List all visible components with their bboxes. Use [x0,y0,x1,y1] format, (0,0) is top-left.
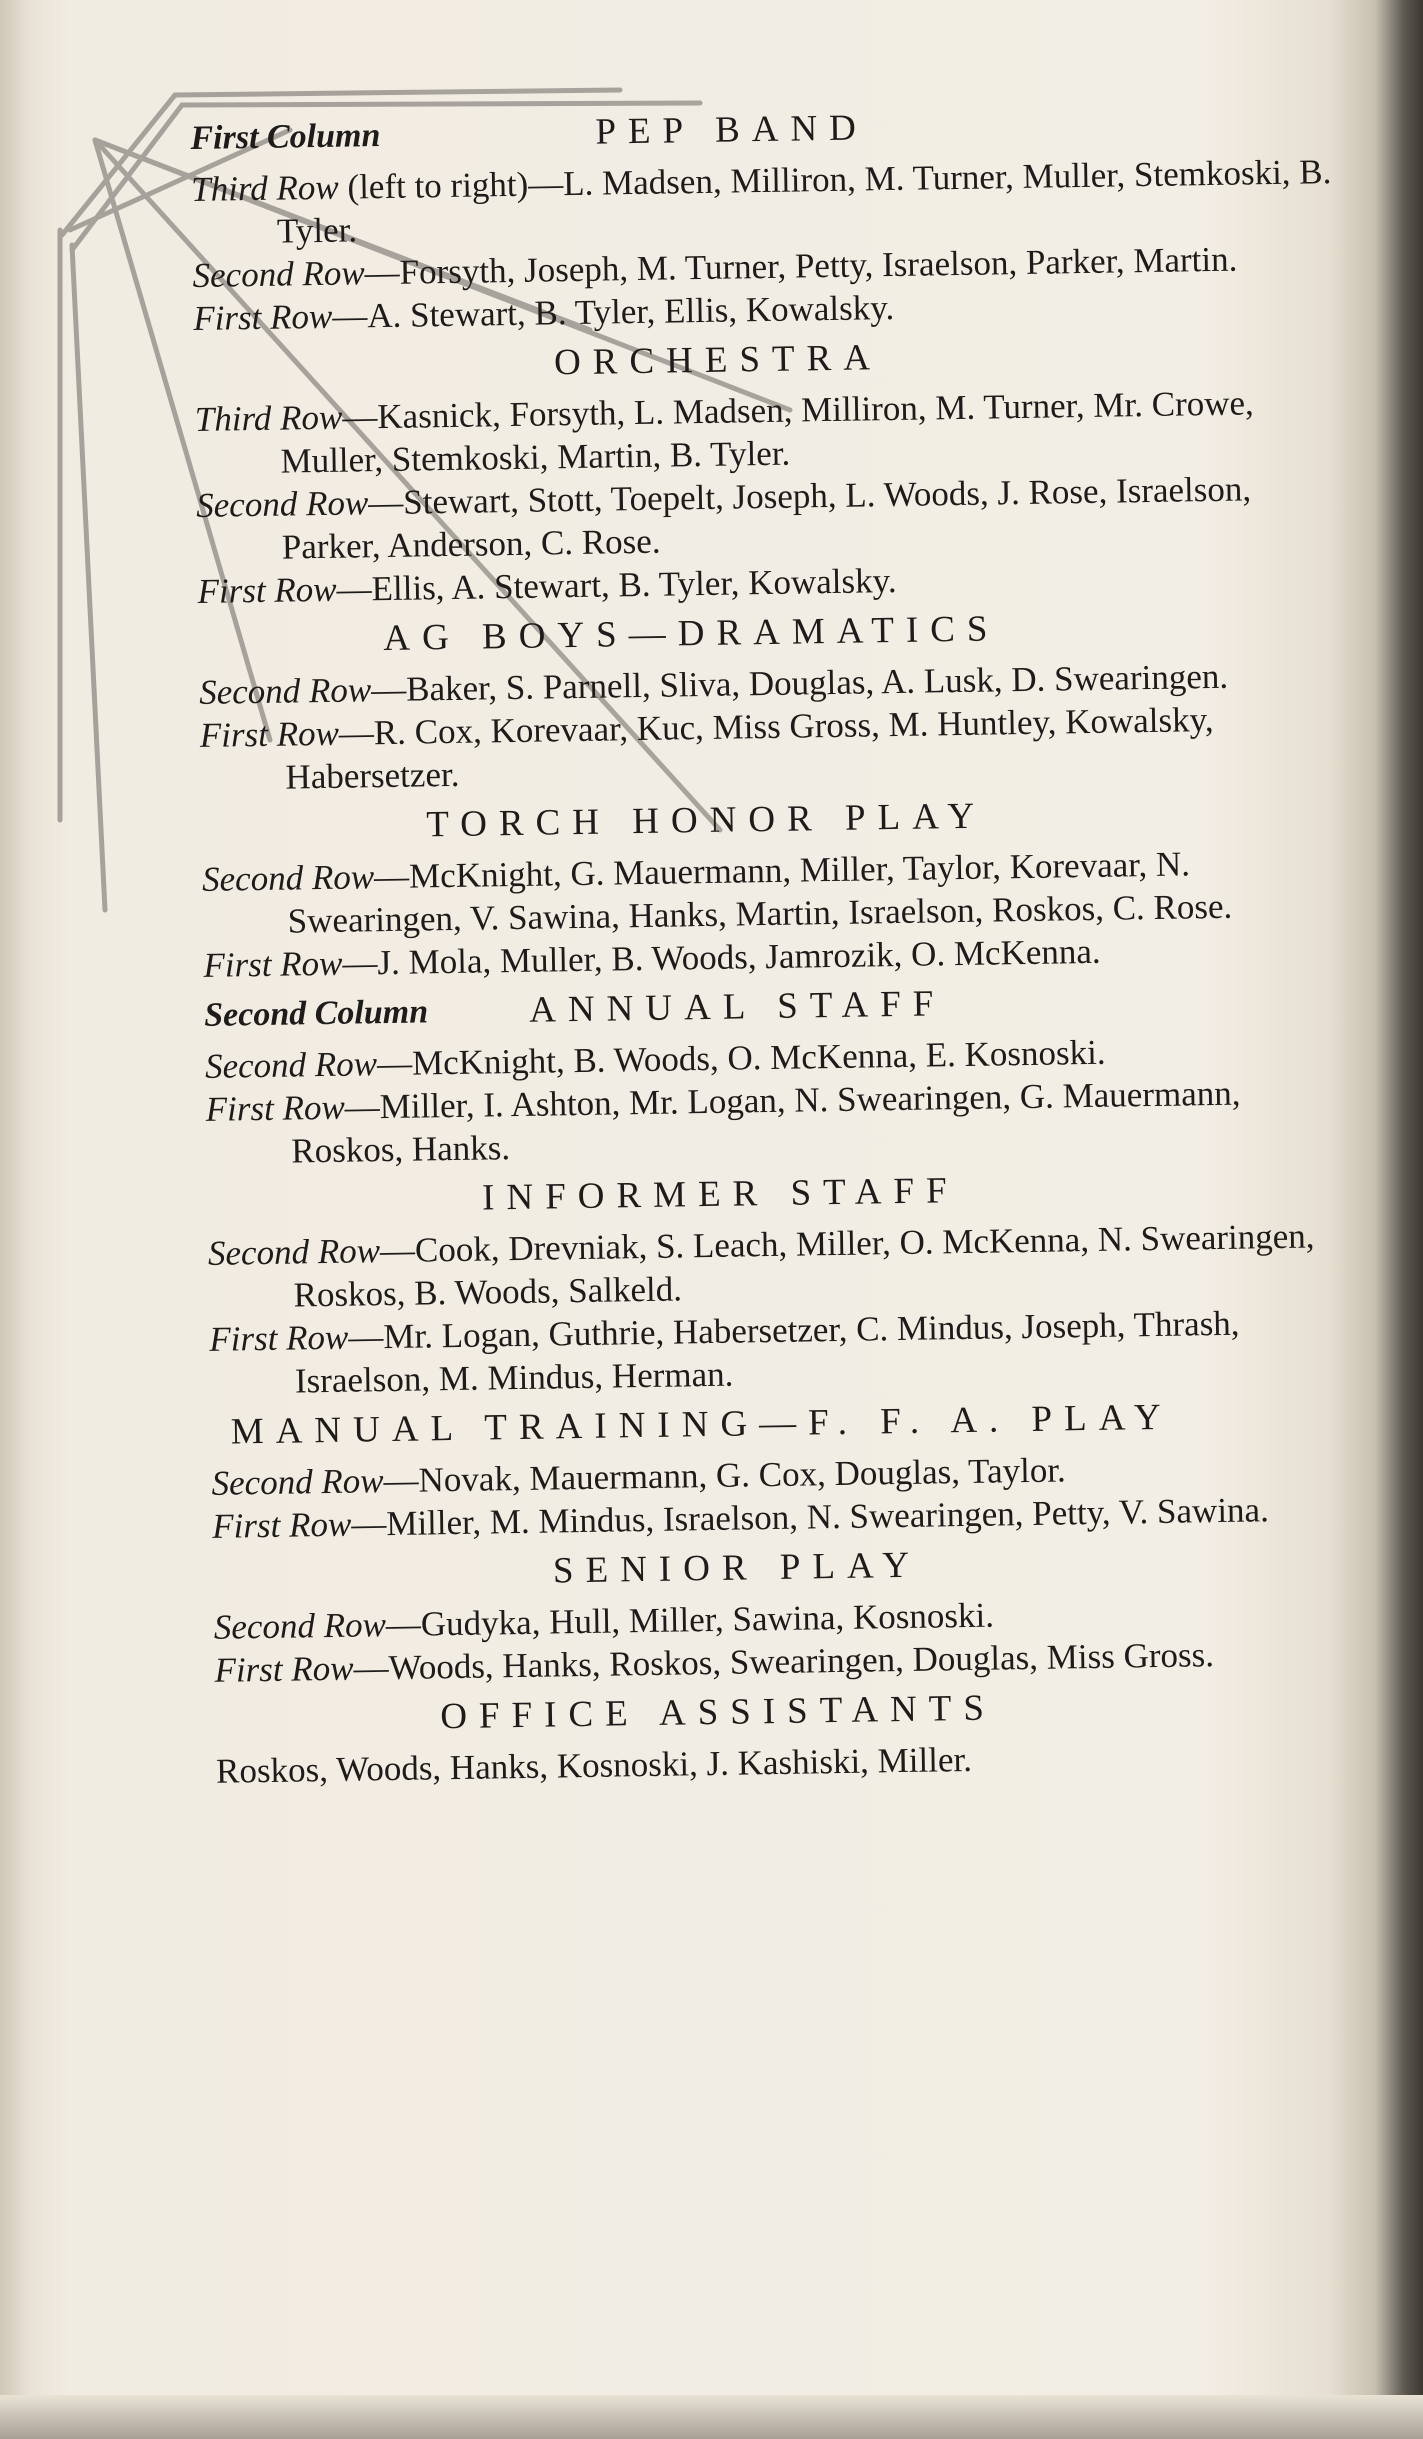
section-orchestra [194,322,1348,613]
section-pep-band [190,92,1343,340]
row-names: —Woods, Hanks, Roskos, Swearingen, Douglas, Miss Gross. [353,1635,1215,1688]
row-label: Second Row [198,670,372,712]
section-ag-boys-dramatics [198,595,1351,800]
section-title: SENIOR PLAY [552,1544,922,1592]
row-names: (left to right)—L. Madsen, Milliron, M. Turner, Muller, Stemkoski, B. Tyler. [276,152,1332,251]
row-label: Second Row [201,857,375,899]
section-title: MANUAL TRAINING—F. F. A. PLAY [230,1396,1174,1453]
column-label: Second Column [203,993,429,1034]
row-label: Second Row [204,1044,378,1086]
section-senior-play [213,1530,1365,1692]
page-binding-shadow [1375,0,1423,2439]
section-title: OFFICE ASSISTANTS [439,1687,997,1738]
row-label: First Row [205,1087,346,1129]
row-label: Second Row [211,1461,384,1503]
row-label: Second Row [213,1605,387,1647]
row-names: —R. Cox, Korevaar, Kuc, Miss Gross, M. Huntley, Kowalsky, Habersetzer. [285,700,1214,797]
row-names: —Miller, I. Ashton, Mr. Logan, N. Swearingen, G. Mauermann, Roskos, Hanks. [291,1073,1241,1171]
row-names: —Gudyka, Hull, Miller, Sawina, Kosnoski. [385,1595,995,1645]
section-title: AG BOYS—DRAMATICS [383,608,1000,660]
row-label: Second Row [195,483,369,525]
section-torch-honor-play [201,782,1354,987]
column-label: First Column [190,117,381,157]
section-annual-staff [204,969,1357,1174]
row-label: Third Row [190,167,340,209]
section-informer-staff [207,1156,1360,1404]
row-names: —Stewart, Stott, Toepelt, Joseph, L. Woods, J. Rose, Israelson, Parker, Anderson, C. Rose. [281,469,1252,567]
section-title: ORCHESTRA [553,337,883,384]
row-entry [202,840,1353,944]
row-names: —Ellis, A. Stewart, B. Tyler, Kowalsky. [336,560,897,609]
section-title: TORCH HONOR PLAY [425,795,987,846]
row-names: —Cook, Drevniak, S. Leach, Miller, O. McKenna, N. Swearingen, Roskos, B. Woods, Salkeld. [293,1216,1315,1315]
row-label: First Row [203,943,343,985]
row-names: —Kasnick, Forsyth, L. Madsen, Milliron, M. Turner, Mr. Crowe, Muller, Stemkoski, Martin, B. Tyler. [280,383,1255,481]
row-names: —Miller, M. Mindus, Israelson, N. Swearingen, Petty, V. Sawina. [350,1490,1270,1544]
row-names: —Mr. Logan, Guthrie, Habersetzer, C. Mindus, Joseph, Thrash, Israelson, M. Mindus, Herman. [294,1303,1240,1401]
row-names: —McKnight, B. Woods, O. McKenna, E. Kosnoski. [376,1032,1106,1084]
row-label: First Row [211,1504,352,1546]
section-title: INFORMER STAFF [481,1170,959,1219]
row-label: First Row [197,569,337,611]
section-title: PEP BAND [595,107,869,153]
row-names: —A. Stewart, B. Tyler, Ellis, Kowalsky. [331,287,895,336]
row-names: —Forsyth, Joseph, M. Turner, Petty, Israelson, Parker, Martin. [364,239,1238,293]
section-manual-training-ffa-play [210,1386,1362,1548]
row-names: Roskos, Woods, Hanks, Kosnoski, J. Kashiski, Miller. [215,1739,973,1791]
row-label: First Row [192,296,333,338]
row-label: First Row [199,713,340,755]
row-label: Third Row [194,397,343,439]
row-names: —J. Mola, Muller, B. Woods, Jamrozik, O. McKenna. [342,931,1101,983]
row-names: —Novak, Mauermann, G. Cox, Douglas, Taylor. [383,1450,1067,1501]
credits-content [190,92,1366,1793]
row-names: —Baker, S. Parnell, Sliva, Douglas, A. Lusk, D. Swearingen. [370,656,1229,710]
section-office-assistants [215,1674,1366,1793]
section-title: ANNUAL STAFF [528,983,946,1031]
row-label: Second Row [192,253,365,295]
row-label: First Row [209,1317,349,1359]
page-bottom-edge [0,2395,1423,2439]
row-label: First Row [214,1648,354,1690]
row-names: —McKnight, G. Mauermann, Miller, Taylor, Korevaar, N. Swearingen, V. Sawina, Hanks, Martin, Israelson, Roskos, C. Rose. [287,844,1233,941]
row-label: Second Row [207,1231,381,1273]
